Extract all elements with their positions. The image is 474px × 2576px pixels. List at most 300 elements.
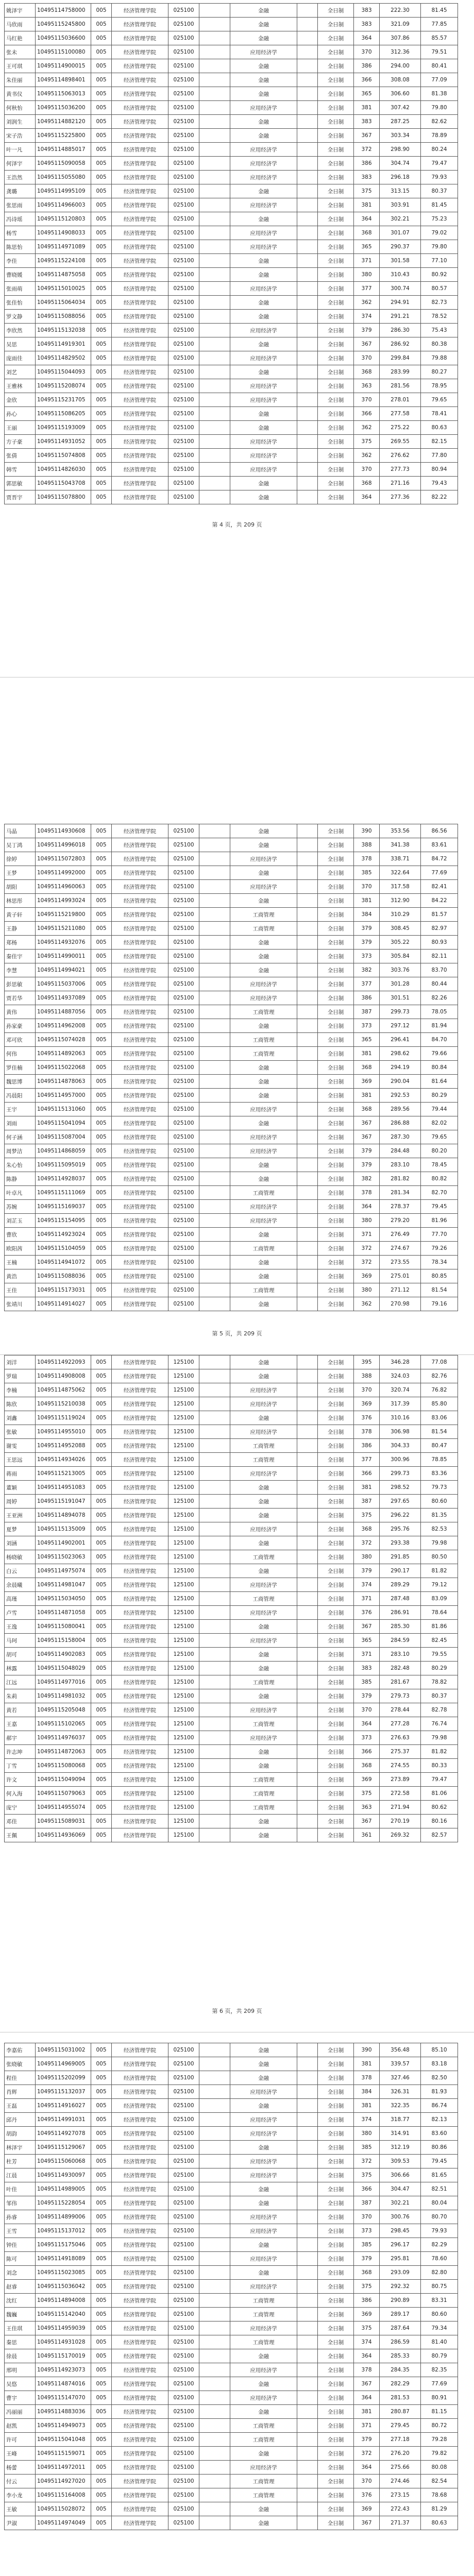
- table-cell: 全日制: [318, 2433, 354, 2447]
- table-row: [5, 1355, 458, 1369]
- table-cell: 钟佳: [5, 2238, 36, 2252]
- table-cell: 78.05: [421, 1005, 458, 1019]
- table-cell: 370: [354, 1383, 380, 1397]
- table-cell: 金融: [230, 1269, 297, 1283]
- table-cell: 80.44: [421, 977, 458, 991]
- table-cell: 张敏: [5, 1425, 36, 1439]
- table-cell: 全日制: [318, 171, 354, 184]
- table-cell: [297, 2266, 318, 2280]
- table-cell: 025100: [168, 1005, 199, 1019]
- table-cell: 全日制: [318, 1731, 354, 1745]
- table-cell: 10495115132038: [36, 324, 91, 337]
- table-cell: [199, 1495, 230, 1509]
- table-cell: 025100: [168, 2502, 199, 2516]
- table-cell: 025100: [168, 880, 199, 894]
- table-cell: [297, 1242, 318, 1256]
- table-cell: 10495114989005: [36, 2182, 91, 2196]
- table-cell: 377: [354, 1453, 380, 1467]
- table-cell: 经济管理学院: [112, 184, 168, 198]
- table-cell: 金融: [230, 1648, 297, 1662]
- table-cell: 299.84: [380, 351, 421, 365]
- table-cell: 381: [354, 2405, 380, 2419]
- table-cell: 全日制: [318, 2182, 354, 2196]
- table-cell: 杨晓敏: [5, 1550, 36, 1564]
- table-cell: 383: [354, 18, 380, 31]
- table-cell: [297, 1481, 318, 1495]
- table-cell: 应用经济学: [230, 449, 297, 463]
- table-cell: [297, 1467, 318, 1481]
- table-row: [5, 2280, 458, 2294]
- table-cell: 吴思: [5, 337, 36, 351]
- table-cell: 方子豪: [5, 435, 36, 449]
- table-cell: 025100: [168, 129, 199, 143]
- table-cell: 10495115044093: [36, 365, 91, 379]
- table-cell: 全日制: [318, 73, 354, 87]
- table-cell: 005: [91, 1578, 112, 1592]
- table-cell: 夏梦: [5, 1522, 36, 1536]
- table-cell: 经济管理学院: [112, 1214, 168, 1228]
- table-cell: 274.55: [380, 1759, 421, 1773]
- table-row: [5, 1828, 458, 1842]
- admission-table: [4, 2043, 458, 2530]
- table-cell: 全日制: [318, 838, 354, 852]
- table-cell: 10495114908008: [36, 1369, 91, 1383]
- table-cell: 金融: [230, 1536, 297, 1550]
- table-cell: 025100: [168, 212, 199, 226]
- table-cell: [297, 1047, 318, 1061]
- table-cell: 81.29: [421, 2502, 458, 2516]
- table-cell: [199, 2182, 230, 2196]
- table-cell: 张佳怡: [5, 296, 36, 310]
- table-cell: 应用经济学: [230, 1103, 297, 1116]
- table-cell: 工商管理: [230, 1186, 297, 1200]
- table-cell: 金融: [230, 2405, 297, 2419]
- table-cell: 全日制: [318, 4, 354, 18]
- table-cell: [199, 1144, 230, 1158]
- table-cell: 005: [91, 1536, 112, 1550]
- table-row: [5, 477, 458, 490]
- table-cell: 全日制: [318, 435, 354, 449]
- table-cell: [199, 1522, 230, 1536]
- table-cell: 李小龙: [5, 2488, 36, 2502]
- table-cell: [297, 2196, 318, 2210]
- table-cell: 025100: [168, 2461, 199, 2475]
- table-cell: 周婷: [5, 1495, 36, 1509]
- table-cell: 全日制: [318, 282, 354, 296]
- table-row: [5, 4, 458, 18]
- table-cell: 全日制: [318, 1675, 354, 1689]
- table-cell: 金融: [230, 838, 297, 852]
- table-cell: 276.49: [380, 1228, 421, 1242]
- table-cell: 005: [91, 365, 112, 379]
- table-cell: [297, 1228, 318, 1242]
- table-cell: 025100: [168, 2391, 199, 2405]
- table-cell: 005: [91, 2113, 112, 2127]
- table-cell: 冯丽丽: [5, 2405, 36, 2419]
- table-cell: [297, 379, 318, 393]
- table-cell: 应用经济学: [230, 435, 297, 449]
- table-cell: [199, 894, 230, 908]
- table-cell: 005: [91, 2210, 112, 2224]
- table-cell: 277.36: [380, 490, 421, 504]
- table-cell: [297, 1172, 318, 1186]
- table-cell: [297, 1662, 318, 1675]
- table-cell: 10495114900015: [36, 59, 91, 73]
- table-cell: [297, 2308, 318, 2321]
- table-cell: 78.34: [421, 1256, 458, 1269]
- table-cell: 025100: [168, 2266, 199, 2280]
- table-cell: 邓佳: [5, 1815, 36, 1828]
- table-row: [5, 1144, 458, 1158]
- table-cell: 81.94: [421, 1019, 458, 1033]
- table-cell: 85.80: [421, 1397, 458, 1411]
- table-cell: 125100: [168, 1453, 199, 1467]
- table-cell: 376: [354, 1606, 380, 1620]
- table-cell: 025100: [168, 1144, 199, 1158]
- table-cell: [297, 1787, 318, 1801]
- table-row: [5, 963, 458, 977]
- table-row: [5, 880, 458, 894]
- table-cell: 10495114981047: [36, 1578, 91, 1592]
- table-cell: 经济管理学院: [112, 950, 168, 963]
- table-cell: 025100: [168, 1047, 199, 1061]
- table-cell: [297, 2127, 318, 2141]
- table-cell: 金融: [230, 212, 297, 226]
- table-cell: 300.96: [380, 1453, 421, 1467]
- table-cell: 全日制: [318, 1158, 354, 1172]
- table-cell: 366: [354, 2182, 380, 2196]
- table-cell: 387: [354, 1495, 380, 1509]
- table-cell: 应用经济学: [230, 2252, 297, 2266]
- table-cell: 025100: [168, 2405, 199, 2419]
- table-row: [5, 1047, 458, 1061]
- table-cell: 朱心怡: [5, 1158, 36, 1172]
- table-cell: 金融: [230, 1745, 297, 1759]
- table-row: [5, 2377, 458, 2391]
- table-cell: [199, 2447, 230, 2461]
- table-cell: 10495115048029: [36, 1662, 91, 1675]
- table-cell: 10495114923073: [36, 2363, 91, 2377]
- table-cell: 邹伟: [5, 2196, 36, 2210]
- table-cell: 陈可: [5, 2252, 36, 2266]
- table-cell: 025100: [168, 379, 199, 393]
- table-cell: 005: [91, 2127, 112, 2141]
- table-cell: 025100: [168, 18, 199, 31]
- table-cell: 工商管理: [230, 1453, 297, 1467]
- table-cell: [297, 2252, 318, 2266]
- table-row: [5, 1019, 458, 1033]
- table-cell: 全日制: [318, 1047, 354, 1061]
- table-cell: 经济管理学院: [112, 2113, 168, 2127]
- table-cell: 金融: [230, 1158, 297, 1172]
- table-cell: 全日制: [318, 1801, 354, 1815]
- table-cell: [199, 212, 230, 226]
- table-cell: 303.76: [380, 963, 421, 977]
- table-cell: 张未: [5, 45, 36, 59]
- table-cell: 王嘉: [5, 1717, 36, 1731]
- table-cell: 全日制: [318, 1578, 354, 1592]
- table-cell: 384: [354, 2085, 380, 2099]
- table-cell: 005: [91, 2447, 112, 2461]
- table-row: [5, 2238, 458, 2252]
- table-cell: 81.35: [421, 1509, 458, 1522]
- table-cell: [199, 1717, 230, 1731]
- table-cell: 全日制: [318, 1397, 354, 1411]
- table-row: [5, 2210, 458, 2224]
- table-cell: [199, 1019, 230, 1033]
- table-cell: 125100: [168, 1675, 199, 1689]
- table-cell: 经济管理学院: [112, 1103, 168, 1116]
- table-cell: 10495114882120: [36, 115, 91, 129]
- table-cell: 005: [91, 2377, 112, 2391]
- table-cell: [199, 1116, 230, 1130]
- table-cell: [297, 922, 318, 936]
- table-cell: 应用经济学: [230, 2168, 297, 2182]
- table-cell: 379: [354, 1144, 380, 1158]
- table-cell: 经济管理学院: [112, 2099, 168, 2113]
- table-cell: 全日制: [318, 2447, 354, 2461]
- table-cell: 005: [91, 1620, 112, 1634]
- table-cell: 10495115175046: [36, 2238, 91, 2252]
- table-cell: 全日制: [318, 2321, 354, 2335]
- table-cell: [199, 2321, 230, 2335]
- table-cell: 应用经济学: [230, 1425, 297, 1439]
- table-cell: 005: [91, 1103, 112, 1116]
- table-cell: 黄若: [5, 1703, 36, 1717]
- table-cell: 78.95: [421, 379, 458, 393]
- table-cell: [199, 1269, 230, 1283]
- table-cell: 82.70: [421, 1186, 458, 1200]
- table-cell: [199, 4, 230, 18]
- table-cell: 10495114934026: [36, 1453, 91, 1467]
- table-cell: 80.29: [421, 1662, 458, 1675]
- table-cell: 朱佳丽: [5, 73, 36, 87]
- table-cell: 278.44: [380, 1703, 421, 1717]
- table-cell: 375: [354, 1787, 380, 1801]
- table-cell: 全日制: [318, 2113, 354, 2127]
- table-cell: 经济管理学院: [112, 449, 168, 463]
- table-cell: [199, 1033, 230, 1047]
- table-cell: 370: [354, 2475, 380, 2488]
- table-cell: 005: [91, 1648, 112, 1662]
- table-cell: [297, 852, 318, 866]
- table-cell: 全日制: [318, 2127, 354, 2141]
- table-cell: 10495114955010: [36, 1425, 91, 1439]
- table-cell: 005: [91, 852, 112, 866]
- table-cell: [199, 1731, 230, 1745]
- table-cell: 应用经济学: [230, 1703, 297, 1717]
- table-cell: 应用经济学: [230, 2210, 297, 2224]
- table-cell: 李慧: [5, 963, 36, 977]
- table-cell: [297, 1731, 318, 1745]
- table-cell: [199, 1801, 230, 1815]
- table-row: [5, 2488, 458, 2502]
- table-cell: 279.20: [380, 1214, 421, 1228]
- table-cell: 366: [354, 1467, 380, 1481]
- table-cell: 经济管理学院: [112, 1269, 168, 1283]
- table-cell: 125100: [168, 1648, 199, 1662]
- table-cell: 285.33: [380, 2349, 421, 2363]
- table-cell: 经济管理学院: [112, 1383, 168, 1397]
- table-cell: 79.66: [421, 1047, 458, 1061]
- table-cell: [297, 824, 318, 838]
- table-cell: 308.45: [380, 922, 421, 936]
- table-row: [5, 1564, 458, 1578]
- table-cell: 81.82: [421, 1745, 458, 1759]
- table-row: [5, 1172, 458, 1186]
- table-cell: 284.59: [380, 1634, 421, 1648]
- table-cell: 371: [354, 1228, 380, 1242]
- table-cell: 10495115063013: [36, 87, 91, 101]
- table-cell: 工商管理: [230, 2488, 297, 2502]
- table-cell: 395: [354, 1355, 380, 1369]
- table-cell: [297, 894, 318, 908]
- table-row: [5, 1509, 458, 1522]
- table-cell: [297, 1116, 318, 1130]
- table-row: [5, 1675, 458, 1689]
- table-cell: 金融: [230, 1089, 297, 1103]
- table-cell: 80.63: [421, 2516, 458, 2530]
- table-cell: 经济管理学院: [112, 421, 168, 435]
- table-cell: [199, 1242, 230, 1256]
- table-cell: 80.91: [421, 2391, 458, 2405]
- table-cell: [297, 1689, 318, 1703]
- table-cell: 79.47: [421, 1773, 458, 1787]
- table-cell: 80.86: [421, 2141, 458, 2155]
- table-cell: 金融: [230, 2043, 297, 2057]
- table-cell: 379: [354, 2252, 380, 2266]
- table-cell: 10495114990011: [36, 950, 91, 963]
- table-cell: 全日制: [318, 2168, 354, 2182]
- table-cell: 魏思博: [5, 1075, 36, 1089]
- table-cell: 应用经济学: [230, 143, 297, 157]
- table-cell: 10495114951083: [36, 1481, 91, 1495]
- table-cell: 379: [354, 936, 380, 950]
- table-cell: 马晶: [5, 824, 36, 838]
- table-cell: 10495115202099: [36, 2071, 91, 2085]
- table-row: [5, 2349, 458, 2363]
- table-cell: 金融: [230, 31, 297, 45]
- table-cell: 369: [354, 1269, 380, 1283]
- table-cell: 379: [354, 1689, 380, 1703]
- table-cell: 叶佳: [5, 2182, 36, 2196]
- table-row: [5, 310, 458, 324]
- table-row: [5, 463, 458, 477]
- table-cell: 364: [354, 31, 380, 45]
- table-cell: 应用经济学: [230, 2391, 297, 2405]
- table-cell: 全日制: [318, 991, 354, 1005]
- table-row: [5, 936, 458, 950]
- table-cell: [297, 1075, 318, 1089]
- table-cell: 经济管理学院: [112, 310, 168, 324]
- table-cell: 383: [354, 4, 380, 18]
- table-cell: 005: [91, 1815, 112, 1828]
- table-cell: 全日制: [318, 198, 354, 212]
- table-row: [5, 1731, 458, 1745]
- table-cell: [199, 1509, 230, 1522]
- table-cell: 025100: [168, 45, 199, 59]
- table-row: [5, 2391, 458, 2405]
- table-cell: 经济管理学院: [112, 73, 168, 87]
- table-cell: 005: [91, 1522, 112, 1536]
- table-cell: 365: [354, 240, 380, 254]
- table-cell: 经济管理学院: [112, 2210, 168, 2224]
- table-cell: [199, 393, 230, 407]
- table-cell: 005: [91, 2405, 112, 2419]
- table-cell: 经济管理学院: [112, 393, 168, 407]
- table-cell: 279.73: [380, 1689, 421, 1703]
- table-cell: 全日制: [318, 1005, 354, 1019]
- table-cell: 368: [354, 477, 380, 490]
- table-cell: 10495115023085: [36, 2266, 91, 2280]
- table-cell: 10495114874016: [36, 2377, 91, 2391]
- table-cell: 10495114922093: [36, 1355, 91, 1369]
- table-cell: 经济管理学院: [112, 4, 168, 18]
- table-cell: 金融: [230, 1689, 297, 1703]
- table-cell: 025100: [168, 184, 199, 198]
- table-row: [5, 2252, 458, 2266]
- table-cell: 362: [354, 296, 380, 310]
- table-cell: 全日制: [318, 393, 354, 407]
- table-cell: 339.57: [380, 2057, 421, 2071]
- table-cell: [297, 1522, 318, 1536]
- table-cell: 金融: [230, 1828, 297, 1842]
- table-cell: 10495114960063: [36, 880, 91, 894]
- table-cell: 390: [354, 2043, 380, 2057]
- table-cell: 005: [91, 2349, 112, 2363]
- table-cell: 275.22: [380, 421, 421, 435]
- table-cell: 005: [91, 2280, 112, 2294]
- table-cell: 10495115210038: [36, 1397, 91, 1411]
- table-row: [5, 324, 458, 337]
- table-cell: 303.34: [380, 129, 421, 143]
- table-cell: 025100: [168, 2141, 199, 2155]
- table-cell: 005: [91, 2196, 112, 2210]
- table-cell: 81.54: [421, 1425, 458, 1439]
- table-row: [5, 2308, 458, 2321]
- table-cell: 005: [91, 880, 112, 894]
- table-row: [5, 1773, 458, 1787]
- table-cell: 全日制: [318, 115, 354, 129]
- table-row: [5, 852, 458, 866]
- table-cell: [297, 1256, 318, 1269]
- table-cell: 386: [354, 59, 380, 73]
- table-cell: 10495115086205: [36, 407, 91, 421]
- table-cell: 工商管理: [230, 1801, 297, 1815]
- table-cell: 10495114992000: [36, 866, 91, 880]
- table-cell: 005: [91, 1550, 112, 1564]
- table-cell: 应用经济学: [230, 2363, 297, 2377]
- table-cell: 025100: [168, 936, 199, 950]
- table-cell: 经济管理学院: [112, 254, 168, 268]
- table-cell: 125100: [168, 1467, 199, 1481]
- table-cell: [297, 435, 318, 449]
- table-cell: 全日制: [318, 1467, 354, 1481]
- table-cell: 363: [354, 1801, 380, 1815]
- table-cell: 287.48: [380, 1592, 421, 1606]
- table-cell: 10495114898401: [36, 73, 91, 87]
- table-cell: 10495115043708: [36, 477, 91, 490]
- table-cell: 304.47: [380, 2182, 421, 2196]
- table-cell: [199, 1047, 230, 1061]
- table-cell: 366: [354, 1745, 380, 1759]
- table-cell: 374: [354, 1578, 380, 1592]
- table-cell: [199, 908, 230, 922]
- table-cell: 全日制: [318, 2196, 354, 2210]
- table-cell: 371: [354, 1648, 380, 1662]
- table-cell: 全日制: [318, 1186, 354, 1200]
- table-cell: 10495115023063: [36, 1550, 91, 1564]
